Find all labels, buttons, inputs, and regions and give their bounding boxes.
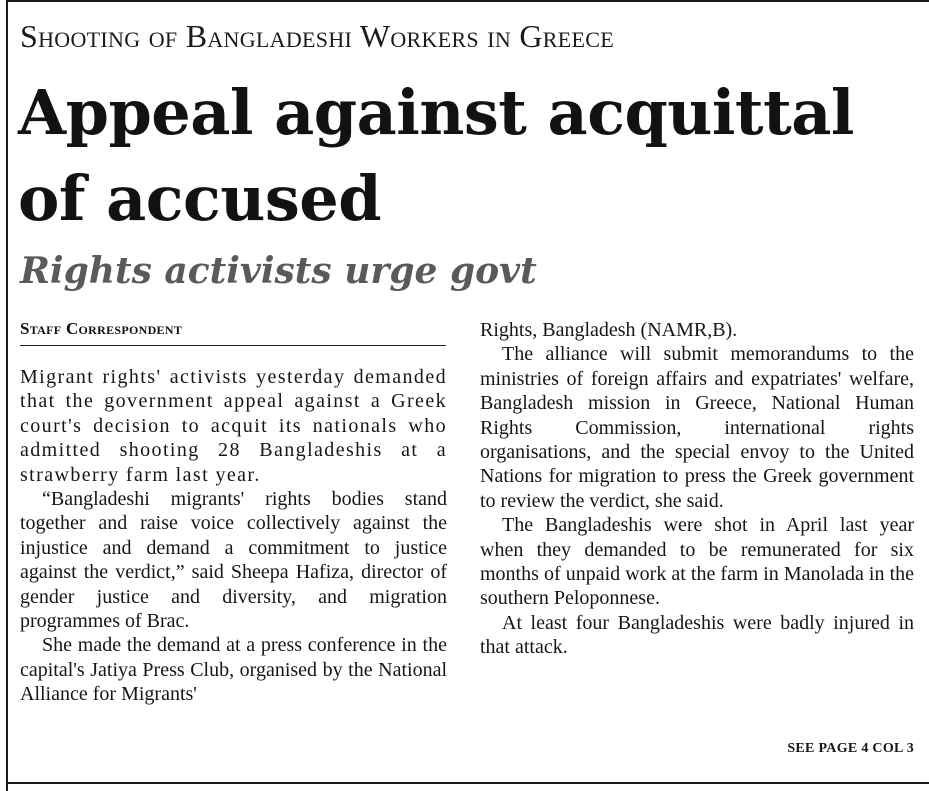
- paragraph-continuation: Rights, Bangladesh (NAMR,B).: [480, 319, 738, 341]
- kicker-headline: Shooting of Bangladeshi Workers in Greece: [20, 18, 614, 54]
- paragraph-injuries: At least four Bangladeshis were badly injured in that attack.: [480, 611, 914, 659]
- top-border-rule: [6, 0, 929, 2]
- paragraph-lead: Migrant rights' activists yesterday demanded that the government appeal against a Greek court's decision to acquit its nationals who admitted shooting 28 Bangladeshis at a strawberry farm last year.: [20, 366, 447, 486]
- paragraph-quote: “Bangladeshi migrants' rights bodies stand together and raise voice collectively against the injustice and demand a commitment to justice against the verdict,” said Sheepa Hafiza, director of gender justice and diversity, and migration programmes of Brac.: [20, 488, 447, 633]
- bottom-border-rule: [6, 782, 929, 784]
- article-column-left: [20, 365, 447, 707]
- subheadline: Rights activists urge govt: [20, 250, 537, 292]
- paragraph-memorandums: The alliance will submit memorandums to the ministries of foreign affairs and expatriates' welfare, Bangladesh mission in Greece, National Human Rights Commission, international rights organisations, and the special envoy to the United Nations for migration to press the Greek government to review the verdict, she said.: [480, 343, 914, 512]
- continuation-jump-line[interactable]: SEE PAGE 4 COL 3: [787, 741, 914, 756]
- paragraph-shooting-details: The Bangladeshis were shot in April last year when they demanded to be remunerated for six months of unpaid work at the farm in Manolada in the southern Peloponnese.: [480, 514, 914, 610]
- left-border-rule: [6, 0, 8, 791]
- article-column-right: [480, 318, 914, 660]
- byline: Staff Correspondent: [20, 318, 446, 346]
- paragraph-press-conference: She made the demand at a press conference in the capital's Jatiya Press Club, organised by the National Alliance for Migrants': [20, 634, 447, 706]
- main-headline: Appeal against acquittal of accused: [18, 76, 854, 235]
